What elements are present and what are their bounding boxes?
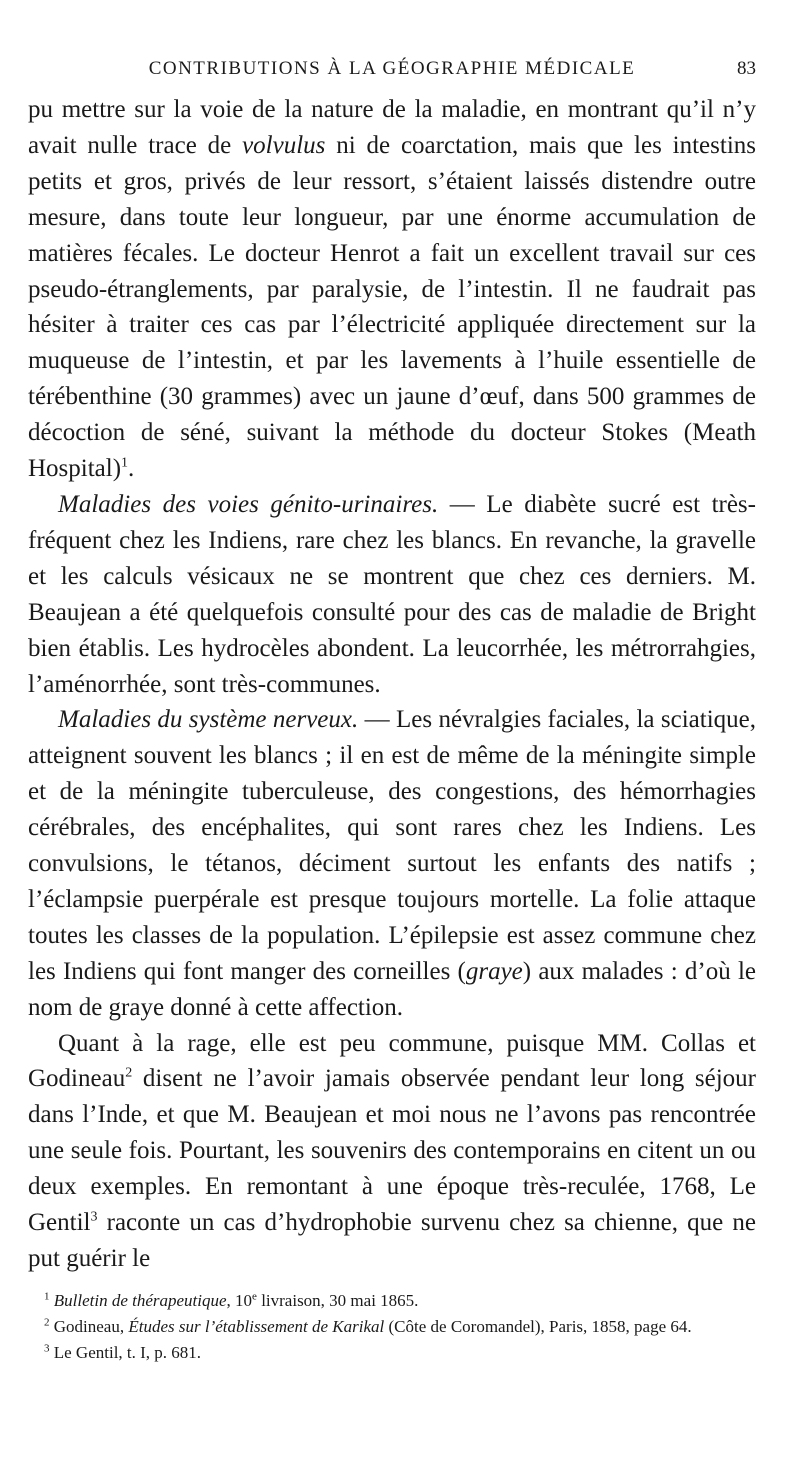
footnotes [28, 1288, 756, 1366]
italic-text: Maladies du système nerveux. [58, 706, 359, 734]
italic-text: Maladies des voies génito-urinaires. [58, 490, 439, 518]
footnote-3 [28, 1340, 756, 1366]
italic-text: volvulus [242, 131, 326, 159]
footnote-ref: 3 [90, 1209, 98, 1225]
italic-text: Études sur l’établissement de Karikal [128, 1317, 385, 1336]
text-run: Quant à la rage, elle est peu commune, puisque MM. Collas et Godineau [28, 1029, 756, 1093]
running-header [28, 58, 756, 92]
footnote-2 [28, 1314, 756, 1340]
page [28, 58, 756, 1277]
footnote-ref: 2 [44, 1316, 50, 1329]
text-run: Le Gentil, t. I, p. 681. [49, 1343, 202, 1362]
paragraph-intestinal-paralysis [28, 92, 756, 487]
text-run: . [128, 455, 135, 483]
text-run: disent ne l’avoir jamais observée pendant leur long séjour dans l’Inde, et que M. Beaujean et moi nous ne l’avons pas rencontrée une seule fois. Pourtant, les souvenirs des contemporains en citent un ou deux exemples. En remontant à une époque très-reculée, 1768, Le Gentil [28, 1065, 756, 1237]
text-run: raconte un cas d’hydrophobie survenu chez sa chienne, que ne put guérir le [28, 1209, 756, 1272]
running-title: CONTRIBUTIONS À LA GÉOGRAPHIE MÉDICALE [148, 58, 636, 79]
paragraph-nervous-system [28, 702, 756, 1025]
text-run: ni de coarctation, mais que les intestins petits et gros, privés de leur ressort, s’étaient laissés distendre outre mesure, dans toute leur longueur, par une énorme accumulation de matières fécales. Le docteur Henrot a fait un excellent travail sur ces pseudo-étranglements, par paralysie, de l’intestin. Il ne faudrait pas hésiter à traiter ces cas par l’électricité appliquée directement sur la muqueuse de l’intestin, et par les lavements à l’huile essentielle de térébenthine (30 grammes) avec un jaune d’œuf, dans 500 grammes de décoction de séné, suivant la méthode du docteur Stokes (Meath Hospital) [28, 131, 757, 483]
text-run: pu mettre sur la voie de la nature de la maladie, en montrant qu’il n’y avait nulle trace de [28, 96, 756, 159]
page-number: 83 [737, 58, 756, 79]
text-run: (Côte de Coromandel), Paris, 1858, page 64. [384, 1317, 692, 1336]
paragraph-genito-urinary [28, 487, 756, 702]
footnote-ref: 1 [44, 1290, 50, 1303]
text-run: — Le diabète sucré est très-fréquent chez les Indiens, rare chez les blancs. En revanche, la gravelle et les calculs vésicaux ne se montrent que chez ces derniers. M. Beaujean a été quelquefois consulté pour des cas de maladie de Bright bien établis. Les hydrocèles abondent. La leucorrhée, les métrorrahgies, l’aménorrhée, sont très-communes. [28, 490, 756, 698]
italic-text: graye [465, 957, 523, 985]
text-run: , 10 [226, 1291, 253, 1310]
text-run: livraison, 30 mai 1865. [256, 1291, 419, 1310]
paragraph-rabies [28, 1026, 756, 1277]
footnote-ref: 1 [121, 455, 129, 471]
text-run: Godineau, [49, 1317, 129, 1336]
footnote-ref: 3 [44, 1342, 50, 1355]
footnote-ref: e [252, 1290, 257, 1303]
footnote-1 [28, 1288, 756, 1314]
text-run: — Les névralgies faciales, la sciatique, atteignent souvent les blancs ; il en est de même de la méningite simple et de la méningite tuberculeuse, des congestions, des hémorrhagies cérébrales, des encéphalites, qui sont rares chez les Indiens. Les convulsions, le tétanos, déciment surtout les enfants des natifs ; l’éclampsie puerpérale est presque toujours mortelle. La folie attaque toutes les classes de la population. L’épilepsie est assez commune chez les Indiens qui font manger des corneilles ( [28, 706, 756, 985]
italic-text: Bulletin de thérapeutique [53, 1291, 227, 1310]
text-run: ) aux malades : d’où le nom de graye donné à cette affection. [28, 957, 756, 1021]
footnote-ref: 2 [125, 1066, 133, 1082]
body-text [28, 92, 756, 1277]
